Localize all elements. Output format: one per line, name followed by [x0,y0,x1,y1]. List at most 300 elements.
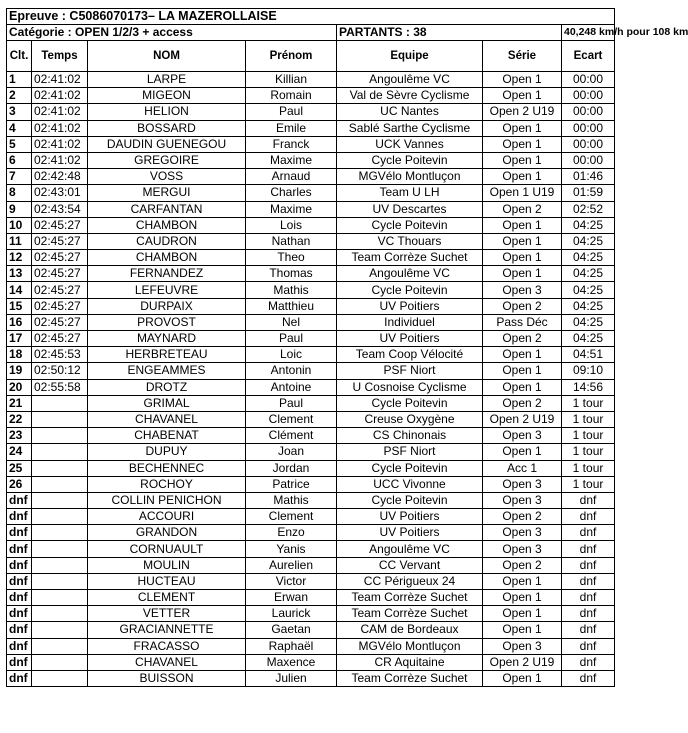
cell-ecart: dnf [562,573,615,589]
table-row [7,525,615,541]
table-row [7,638,615,654]
table-row [7,314,615,330]
cell-nom: HERBRETEAU [88,347,246,363]
table-row [7,395,615,411]
cell-clt: 23 [7,428,32,444]
cell-clt: dnf [7,670,32,686]
cell-clt: 22 [7,411,32,427]
table-row [7,606,615,622]
cell-serie: Open 2 U19 [483,411,562,427]
cell-nom: DURPAIX [88,298,246,314]
cell-temps: 02:43:54 [32,201,88,217]
cell-temps: 02:45:27 [32,314,88,330]
results-table [6,8,688,687]
cell-clt: 16 [7,314,32,330]
cell-ecart: dnf [562,638,615,654]
cell-temps [32,670,88,686]
cell-ecart: 14:56 [562,379,615,395]
cell-clt: 14 [7,282,32,298]
cell-serie: Open 1 [483,120,562,136]
cell-temps [32,654,88,670]
column-header-row [7,41,615,72]
cell-prenom: Gaetan [246,622,337,638]
cell-clt: 8 [7,185,32,201]
table-row [7,233,615,249]
cell-prenom: Paul [246,104,337,120]
table-row [7,120,615,136]
cell-temps: 02:41:02 [32,72,88,88]
cell-prenom: Maxime [246,152,337,168]
cell-equipe: Cycle Poitevin [337,152,483,168]
cell-clt: 5 [7,136,32,152]
cell-temps [32,460,88,476]
cell-equipe: Team Corrèze Suchet [337,606,483,622]
cell-nom: HELION [88,104,246,120]
cell-ecart: 04:51 [562,347,615,363]
cell-ecart: 00:00 [562,152,615,168]
cell-ecart: 00:00 [562,136,615,152]
cell-ecart: dnf [562,654,615,670]
cell-temps [32,622,88,638]
cell-serie: Open 3 [483,525,562,541]
cell-equipe: Cycle Poitevin [337,395,483,411]
table-row [7,590,615,606]
cell-ecart: 04:25 [562,298,615,314]
cell-serie: Open 1 [483,347,562,363]
cell-prenom: Emile [246,120,337,136]
table-row [7,444,615,460]
cell-equipe: CC Périgueux 24 [337,573,483,589]
cell-serie: Open 1 [483,622,562,638]
cell-clt: dnf [7,557,32,573]
cell-clt: dnf [7,654,32,670]
cell-ecart: dnf [562,590,615,606]
cell-prenom: Loic [246,347,337,363]
cell-ecart: 00:00 [562,120,615,136]
cell-ecart: 00:00 [562,88,615,104]
cell-clt: 15 [7,298,32,314]
cell-serie: Open 3 [483,541,562,557]
cell-clt: dnf [7,525,32,541]
cell-serie: Open 2 [483,395,562,411]
cell-clt: 26 [7,476,32,492]
cell-clt: 12 [7,250,32,266]
title-row [7,9,615,25]
cell-ecart: 09:10 [562,363,615,379]
cell-ecart: 04:25 [562,266,615,282]
cell-serie: Open 1 [483,363,562,379]
cell-serie: Open 1 [483,250,562,266]
cell-prenom: Clement [246,509,337,525]
cell-equipe: UV Poitiers [337,525,483,541]
cell-equipe: PSF Niort [337,444,483,460]
cell-clt: 6 [7,152,32,168]
cell-temps: 02:41:02 [32,88,88,104]
cell-prenom: Raphaël [246,638,337,654]
cell-serie: Open 2 [483,298,562,314]
cell-nom: LEFEUVRE [88,282,246,298]
cell-temps: 02:45:27 [32,217,88,233]
cell-prenom: Theo [246,250,337,266]
cell-equipe: CR Aquitaine [337,654,483,670]
cell-clt: 13 [7,266,32,282]
cell-prenom: Lois [246,217,337,233]
cell-serie: Open 3 [483,282,562,298]
cell-temps: 02:50:12 [32,363,88,379]
cell-clt: dnf [7,573,32,589]
cell-temps: 02:45:27 [32,298,88,314]
cell-clt: 24 [7,444,32,460]
cell-equipe: UV Poitiers [337,298,483,314]
cell-temps [32,573,88,589]
table-row [7,201,615,217]
cell-ecart: dnf [562,557,615,573]
cell-nom: CHABENAT [88,428,246,444]
cell-temps: 02:41:02 [32,136,88,152]
cell-nom: FERNANDEZ [88,266,246,282]
cell-nom: ACCOURI [88,509,246,525]
cell-serie: Open 1 [483,590,562,606]
cell-clt: dnf [7,590,32,606]
cell-prenom: Julien [246,670,337,686]
cell-nom: MIGEON [88,88,246,104]
cell-temps [32,606,88,622]
cell-ecart: dnf [562,622,615,638]
cell-temps [32,557,88,573]
cell-serie: Open 3 [483,638,562,654]
cell-ecart: 04:25 [562,331,615,347]
cell-temps: 02:41:02 [32,152,88,168]
cell-prenom: Laurick [246,606,337,622]
cell-equipe: VC Thouars [337,233,483,249]
cell-nom: VETTER [88,606,246,622]
cell-prenom: Enzo [246,525,337,541]
cell-equipe: Team Coop Vélocité [337,347,483,363]
table-row [7,476,615,492]
cell-nom: CHAMBON [88,250,246,266]
cell-temps [32,638,88,654]
cell-nom: HUCTEAU [88,573,246,589]
cell-temps: 02:45:27 [32,282,88,298]
col-prenom: Prénom [246,41,337,72]
cell-temps [32,541,88,557]
info-row [7,25,615,41]
cell-nom: CLEMENT [88,590,246,606]
cell-equipe: UV Poitiers [337,509,483,525]
cell-temps: 02:41:02 [32,120,88,136]
cell-ecart: 1 tour [562,444,615,460]
cell-temps: 02:42:48 [32,169,88,185]
cell-equipe: MGVélo Montluçon [337,169,483,185]
table-row [7,573,615,589]
cell-ecart: 04:25 [562,282,615,298]
cell-clt: dnf [7,509,32,525]
cell-serie: Open 1 [483,233,562,249]
cell-temps: 02:55:58 [32,379,88,395]
cell-prenom: Charles [246,185,337,201]
cell-clt: 25 [7,460,32,476]
cell-temps: 02:45:27 [32,233,88,249]
table-row [7,411,615,427]
cell-nom: CARFANTAN [88,201,246,217]
table-row [7,88,615,104]
cell-equipe: Angoulême VC [337,266,483,282]
cell-equipe: Team Corrèze Suchet [337,590,483,606]
cell-ecart: 00:00 [562,72,615,88]
cell-ecart: 1 tour [562,411,615,427]
cell-temps: 02:45:27 [32,331,88,347]
cell-prenom: Victor [246,573,337,589]
cell-prenom: Patrice [246,476,337,492]
table-row [7,428,615,444]
cell-prenom: Paul [246,395,337,411]
cell-serie: Acc 1 [483,460,562,476]
cell-serie: Open 1 [483,379,562,395]
table-row [7,185,615,201]
cell-equipe: Cycle Poitevin [337,282,483,298]
cell-nom: ROCHOY [88,476,246,492]
cell-ecart: 04:25 [562,314,615,330]
cell-temps: 02:45:53 [32,347,88,363]
table-row [7,509,615,525]
cell-serie: Open 1 [483,72,562,88]
cell-ecart: dnf [562,509,615,525]
cell-serie: Open 2 [483,509,562,525]
cell-clt: 11 [7,233,32,249]
cell-ecart: dnf [562,670,615,686]
cell-prenom: Killian [246,72,337,88]
cell-equipe: U Cosnoise Cyclisme [337,379,483,395]
cell-clt: 19 [7,363,32,379]
cell-temps: 02:45:27 [32,250,88,266]
cell-prenom: Clément [246,428,337,444]
table-row [7,379,615,395]
table-row [7,217,615,233]
cell-nom: DROTZ [88,379,246,395]
cell-serie: Open 2 [483,331,562,347]
cell-equipe: UV Descartes [337,201,483,217]
cell-prenom: Nathan [246,233,337,249]
table-row [7,152,615,168]
cell-serie: Open 1 [483,136,562,152]
cell-equipe: Team Corrèze Suchet [337,670,483,686]
cell-temps: 02:41:02 [32,104,88,120]
cell-nom: CAUDRON [88,233,246,249]
cell-clt: 4 [7,120,32,136]
cell-serie: Open 1 [483,670,562,686]
cell-equipe: Team U LH [337,185,483,201]
cell-nom: BUISSON [88,670,246,686]
table-row [7,670,615,686]
cell-clt: 21 [7,395,32,411]
cell-serie: Open 1 [483,444,562,460]
cell-clt: dnf [7,638,32,654]
cell-equipe: Cycle Poitevin [337,460,483,476]
cell-ecart: dnf [562,541,615,557]
cell-ecart: 1 tour [562,476,615,492]
cell-equipe: Team Corrèze Suchet [337,250,483,266]
cell-prenom: Maxime [246,201,337,217]
cell-clt: 2 [7,88,32,104]
cell-prenom: Erwan [246,590,337,606]
cell-nom: DUPUY [88,444,246,460]
cell-nom: BOSSARD [88,120,246,136]
cell-nom: GRANDON [88,525,246,541]
table-row [7,654,615,670]
cell-serie: Open 3 [483,476,562,492]
cell-temps [32,428,88,444]
cell-ecart: 1 tour [562,428,615,444]
cell-equipe: Cycle Poitevin [337,492,483,508]
cell-nom: BECHENNEC [88,460,246,476]
cell-clt: 9 [7,201,32,217]
cell-prenom: Mathis [246,282,337,298]
table-row [7,298,615,314]
cell-serie: Open 2 U19 [483,104,562,120]
cell-serie: Open 1 [483,266,562,282]
cell-nom: CHAVANEL [88,411,246,427]
cell-nom: PROVOST [88,314,246,330]
cell-nom: MAYNARD [88,331,246,347]
cell-nom: CHAVANEL [88,654,246,670]
cell-nom: ENGEAMMES [88,363,246,379]
epreuve-title: Epreuve : C5086070173– LA MAZEROLLAISE [7,9,615,25]
cell-ecart: 04:25 [562,217,615,233]
cell-prenom: Jordan [246,460,337,476]
cell-temps [32,590,88,606]
cell-serie: Open 3 [483,428,562,444]
cell-equipe: UC Nantes [337,104,483,120]
cell-equipe: CC Vervant [337,557,483,573]
cell-nom: GREGOIRE [88,152,246,168]
table-row [7,266,615,282]
col-temps: Temps [32,41,88,72]
cell-equipe: CS Chinonais [337,428,483,444]
cell-serie: Open 1 [483,217,562,233]
cell-prenom: Aurelien [246,557,337,573]
table-row [7,347,615,363]
cell-clt: 7 [7,169,32,185]
cell-prenom: Thomas [246,266,337,282]
col-nom: NOM [88,41,246,72]
cell-prenom: Nel [246,314,337,330]
cell-temps [32,509,88,525]
cell-temps: 02:43:01 [32,185,88,201]
cell-ecart: 1 tour [562,395,615,411]
cell-serie: Open 3 [483,492,562,508]
table-row [7,104,615,120]
cell-temps [32,492,88,508]
table-row [7,282,615,298]
average-speed: 40,248 km/h pour 108 km [562,25,615,41]
cell-clt: dnf [7,606,32,622]
cell-serie: Open 1 [483,573,562,589]
cell-ecart: 04:25 [562,250,615,266]
table-row [7,622,615,638]
cell-clt: dnf [7,541,32,557]
cell-serie: Open 2 [483,557,562,573]
cell-serie: Open 1 [483,169,562,185]
cell-equipe: CAM de Bordeaux [337,622,483,638]
cell-ecart: dnf [562,525,615,541]
table-row [7,250,615,266]
table-row [7,331,615,347]
categorie-label: Catégorie : OPEN 1/2/3 + access [7,25,337,41]
table-row [7,460,615,476]
cell-serie: Open 2 U19 [483,654,562,670]
cell-ecart: 1 tour [562,460,615,476]
cell-serie: Open 1 [483,606,562,622]
cell-equipe: UV Poitiers [337,331,483,347]
cell-equipe: Creuse Oxygène [337,411,483,427]
cell-equipe: Cycle Poitevin [337,217,483,233]
cell-temps [32,411,88,427]
cell-nom: CORNUAULT [88,541,246,557]
cell-serie: Open 1 U19 [483,185,562,201]
cell-clt: 17 [7,331,32,347]
cell-clt: dnf [7,622,32,638]
cell-nom: FRACASSO [88,638,246,654]
cell-nom: COLLIN PENICHON [88,492,246,508]
cell-clt: 3 [7,104,32,120]
cell-temps: 02:45:27 [32,266,88,282]
cell-nom: GRIMAL [88,395,246,411]
partants-label: PARTANTS : 38 [337,25,562,41]
cell-ecart: 01:46 [562,169,615,185]
cell-nom: GRACIANNETTE [88,622,246,638]
cell-equipe: MGVélo Montluçon [337,638,483,654]
cell-equipe: UCC Vivonne [337,476,483,492]
cell-prenom: Matthieu [246,298,337,314]
cell-ecart: 00:00 [562,104,615,120]
cell-prenom: Yanis [246,541,337,557]
col-serie: Série [483,41,562,72]
cell-equipe: Angoulême VC [337,541,483,557]
cell-prenom: Romain [246,88,337,104]
cell-prenom: Joan [246,444,337,460]
cell-ecart: dnf [562,492,615,508]
cell-ecart: 04:25 [562,233,615,249]
cell-prenom: Antonin [246,363,337,379]
cell-prenom: Mathis [246,492,337,508]
cell-clt: dnf [7,492,32,508]
cell-ecart: 01:59 [562,185,615,201]
cell-serie: Open 2 [483,201,562,217]
cell-nom: MERGUI [88,185,246,201]
cell-prenom: Paul [246,331,337,347]
table-row [7,169,615,185]
cell-equipe: Sablé Sarthe Cyclisme [337,120,483,136]
cell-serie: Pass Déc [483,314,562,330]
cell-equipe: PSF Niort [337,363,483,379]
cell-clt: 1 [7,72,32,88]
cell-equipe: Individuel [337,314,483,330]
cell-equipe: UCK Vannes [337,136,483,152]
cell-nom: DAUDIN GUENEGOU [88,136,246,152]
cell-ecart: dnf [562,606,615,622]
table-row [7,136,615,152]
cell-nom: LARPE [88,72,246,88]
table-row [7,541,615,557]
cell-temps [32,444,88,460]
col-equipe: Equipe [337,41,483,72]
col-clt: Clt. [7,41,32,72]
table-row [7,557,615,573]
cell-nom: VOSS [88,169,246,185]
cell-nom: MOULIN [88,557,246,573]
results-body [7,72,615,687]
cell-temps [32,525,88,541]
